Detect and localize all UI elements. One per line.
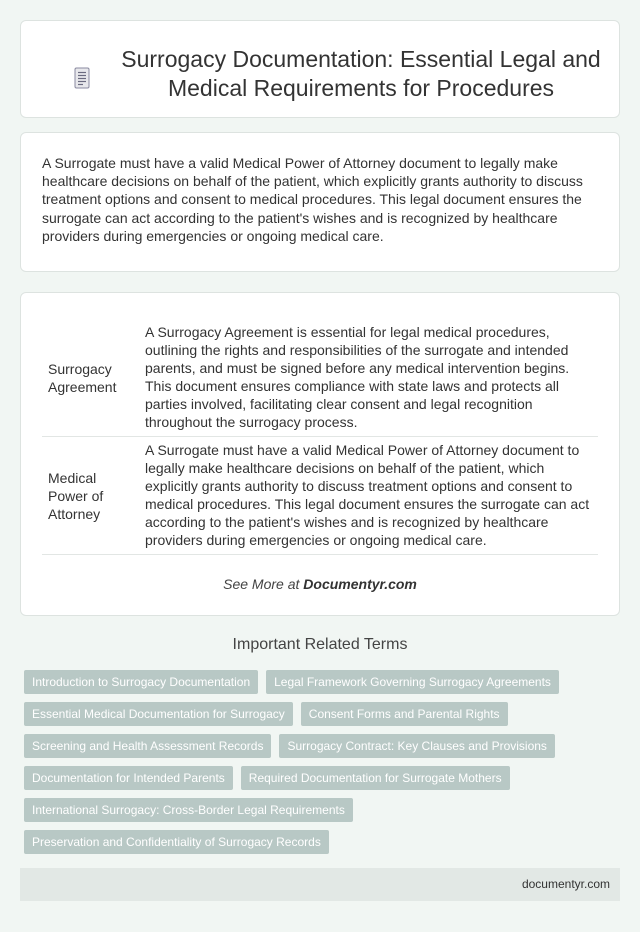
intro-paragraph: A Surrogate must have a valid Medical Power of Attorney document to legally make healthcare decisions on behalf of the patient, which explicitly grants authority to discuss treatment options and consent to medical procedures. This legal document ensures the surrogate can act according to the patient's wishes and is recognized by healthcare providers during emergencies or ongoing medical care. — [42, 155, 583, 244]
term-cell: Medical Power of Attorney — [42, 437, 139, 555]
definitions-table — [42, 319, 598, 555]
related-tag[interactable]: Surrogacy Contract: Key Clauses and Provisions — [279, 734, 554, 758]
related-tag[interactable]: Preservation and Confidentiality of Surrogacy Records — [24, 830, 329, 854]
related-tag[interactable]: Legal Framework Governing Surrogacy Agreements — [266, 670, 559, 694]
header-card — [20, 20, 620, 118]
definition-cell: A Surrogate must have a valid Medical Power of Attorney document to legally make healthcare decisions on behalf of the patient, which explicitly grants authority to discuss treatment options and consent to medical procedures. This legal document ensures the surrogate can act according to the patient's wishes and is recognized by healthcare providers during emergencies or ongoing medical care. — [139, 437, 598, 555]
table-row — [42, 437, 598, 555]
related-tag[interactable]: Essential Medical Documentation for Surrogacy — [24, 702, 293, 726]
tag-row — [24, 798, 353, 822]
term-cell: Surrogacy Agreement — [42, 319, 139, 437]
related-tag[interactable]: Consent Forms and Parental Rights — [301, 702, 508, 726]
see-more-prefix: See More at — [223, 576, 300, 592]
tag-row — [24, 734, 555, 758]
intro-card — [20, 132, 620, 272]
see-more-link[interactable] — [21, 576, 619, 592]
related-terms-title: Important Related Terms — [232, 636, 408, 653]
page-title: Surrogacy Documentation: Essential Legal and Medical Requirements for Procedures — [121, 46, 601, 101]
footer-site-link[interactable]: documentyr.com — [521, 877, 610, 891]
related-tag[interactable]: Introduction to Surrogacy Documentation — [24, 670, 258, 694]
related-tag[interactable]: Required Documentation for Surrogate Mothers — [241, 766, 510, 790]
definitions-card — [20, 292, 620, 616]
tag-row — [24, 702, 508, 726]
tag-row — [24, 670, 559, 694]
footer-bar — [20, 868, 620, 901]
tag-row — [24, 766, 510, 790]
related-tag[interactable]: Screening and Health Assessment Records — [24, 734, 271, 758]
see-more-site[interactable]: Documentyr.com — [303, 576, 417, 592]
related-tag[interactable]: Documentation for Intended Parents — [24, 766, 233, 790]
related-tag[interactable]: International Surrogacy: Cross-Border Legal Requirements — [24, 798, 353, 822]
document-icon — [73, 67, 91, 89]
tag-row — [24, 830, 329, 854]
definition-cell: A Surrogacy Agreement is essential for legal medical procedures, outlining the rights and responsibilities of the surrogate and intended parents, and must be signed before any medical intervention begins. This document ensures compliance with state laws and protects all parties involved, facilitating clear consent and legal recognition throughout the surrogacy process. — [139, 319, 598, 437]
table-row — [42, 319, 598, 437]
